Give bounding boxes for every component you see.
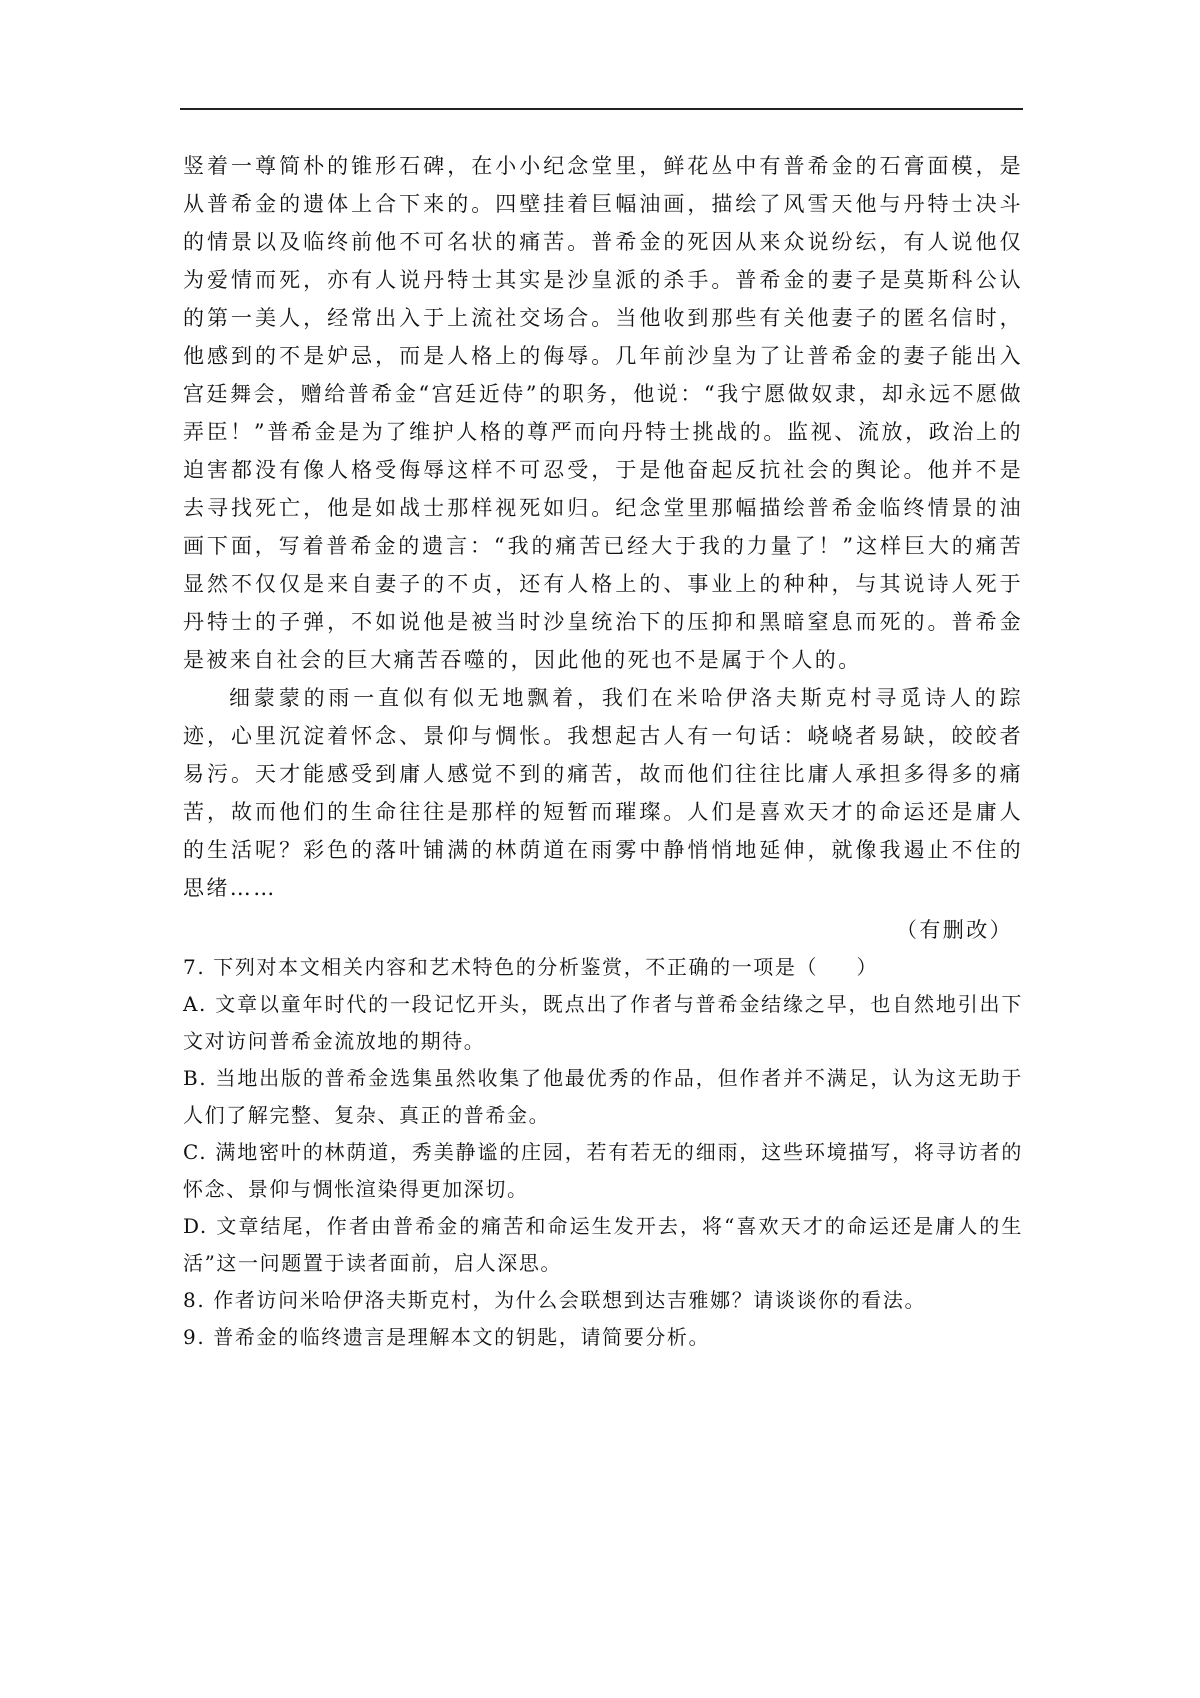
source-note: （有删改） — [896, 918, 1013, 942]
question-7-option-c — [183, 1134, 1023, 1208]
option-a-letter: A. — [183, 992, 208, 1016]
option-c-letter: C. — [183, 1140, 208, 1164]
option-b-letter: B. — [183, 1066, 208, 1090]
page-content — [183, 147, 1023, 1356]
option-c-text: 满地密叶的林荫道，秀美静谧的庄园，若有若无的细雨，这些环境描写，将寻访者的怀念、景仰与惆怅渲染得更加深切。 — [183, 1140, 1023, 1201]
passage-paragraph-1: 竖着一尊简朴的锥形石碑，在小小纪念堂里，鲜花丛中有普希金的石膏面模，是从普希金的遗体上合下来的。四壁挂着巨幅油画，描绘了风雪天他与丹特士决斗的情景以及临终前他不可名状的痛苦。普希金的死因从来众说纷纭，有人说他仅为爱情而死，亦有人说丹特士其实是沙皇派的杀手。普希金的妻子是莫斯科公认的第一美人，经常出入于上流社交场合。当他收到那些有关他妻子的匿名信时，他感到的不是妒忌，而是人格上的侮辱。几年前沙皇为了让普希金的妻子能出入宫廷舞会，赠给普希金“宫廷近侍”的职务，他说：“我宁愿做奴隶，却永远不愿做弄臣！”普希金是为了维护人格的尊严而向丹特士挑战的。监视、流放，政治上的迫害都没有像人格受侮辱这样不可忍受，于是他奋起反抗社会的舆论。他并不是去寻找死亡，他是如战士那样视死如归。纪念堂里那幅描绘普希金临终情景的油画下面，写着普希金的遗言：“我的痛苦已经大于我的力量了！”这样巨大的痛苦显然不仅仅是来自妻子的不贞，还有人格上的、事业上的种种，与其说诗人死于丹特士的子弹，不如说他是被当时沙皇统治下的压抑和黑暗窒息而死的。普希金是被来自社会的巨大痛苦吞噬的，因此他的死也不是属于个人的。 — [183, 154, 1023, 672]
question-7-option-d — [183, 1208, 1023, 1282]
question-8 — [183, 1282, 1023, 1319]
question-7-blank: （ ） — [796, 955, 877, 979]
option-b-text: 当地出版的普希金选集虽然收集了他最优秀的作品，但作者并不满足，认为这无助于人们了解完整、复杂、真正的普希金。 — [183, 1066, 1023, 1127]
option-d-letter: D. — [183, 1214, 208, 1238]
question-7-option-a — [183, 986, 1023, 1060]
question-7-stem: 下列对本文相关内容和艺术特色的分析鉴赏，不正确的一项是 — [213, 955, 797, 979]
question-7 — [183, 949, 1023, 986]
question-7-option-b — [183, 1060, 1023, 1134]
question-9 — [183, 1319, 1023, 1356]
question-9-number: 9. — [183, 1325, 206, 1349]
question-9-stem: 普希金的临终遗言是理解本文的钥匙，请简要分析。 — [213, 1325, 711, 1349]
question-7-number: 7. — [183, 955, 206, 979]
questions-section — [183, 949, 1023, 1356]
header-rule — [180, 108, 1023, 110]
option-d-text: 文章结尾，作者由普希金的痛苦和命运生发开去，将“喜欢天才的命运还是庸人的生活”这一问题置于读者面前，启人深思。 — [183, 1214, 1023, 1275]
question-8-number: 8. — [183, 1288, 206, 1312]
question-8-stem: 作者访问米哈伊洛夫斯克村，为什么会联想到达吉雅娜？请谈谈你的看法。 — [213, 1288, 927, 1312]
option-a-text: 文章以童年时代的一段记忆开头，既点出了作者与普希金结缘之早，也自然地引出下文对访问普希金流放地的期待。 — [183, 992, 1023, 1053]
passage-paragraph-2: 细蒙蒙的雨一直似有似无地飘着，我们在米哈伊洛夫斯克村寻觅诗人的踪迹，心里沉淀着怀念、景仰与惆怅。我想起古人有一句话：峣峣者易缺，皎皎者易污。天才能感受到庸人感觉不到的痛苦，故而他们往往比庸人承担多得多的痛苦，故而他们的生命往往是那样的短暂而璀璨。人们是喜欢天才的命运还是庸人的生活呢？彩色的落叶铺满的林荫道在雨雾中静悄悄地延伸，就像我遏止不住的思绪…… — [183, 686, 1023, 900]
